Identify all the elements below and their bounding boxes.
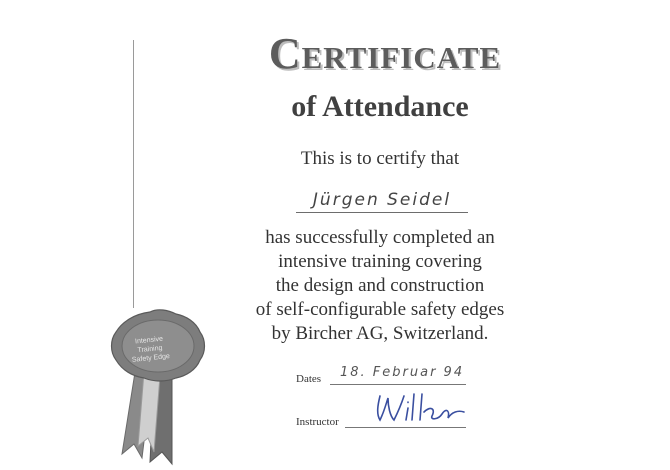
body-line: intensive training covering	[278, 251, 482, 272]
certificate-title: Certificate	[268, 29, 502, 78]
margin-rule	[133, 40, 134, 308]
name-underline	[296, 212, 468, 213]
dates-value: 18. Februar 94	[340, 365, 465, 380]
wax-seal-icon	[92, 306, 222, 466]
seal-text: Intensive Training Safety Edge	[131, 335, 171, 364]
certificate-subtitle: of Attendance	[291, 90, 469, 123]
body-line: by Bircher AG, Switzerland.	[271, 323, 489, 344]
body-line: has successfully completed an	[265, 227, 495, 248]
instructor-underline	[345, 427, 466, 428]
dates-label: Dates	[296, 373, 322, 385]
certificate-body	[200, 226, 560, 346]
dates-underline	[330, 384, 466, 385]
intro-text: This is to certify that	[300, 148, 460, 169]
instructor-label: Instructor	[296, 416, 339, 428]
instructor-signature	[372, 390, 472, 426]
body-line: the design and construction	[275, 275, 485, 296]
recipient-name: Jürgen Seidel	[312, 190, 452, 210]
body-line: of self-configurable safety edges	[255, 299, 505, 320]
